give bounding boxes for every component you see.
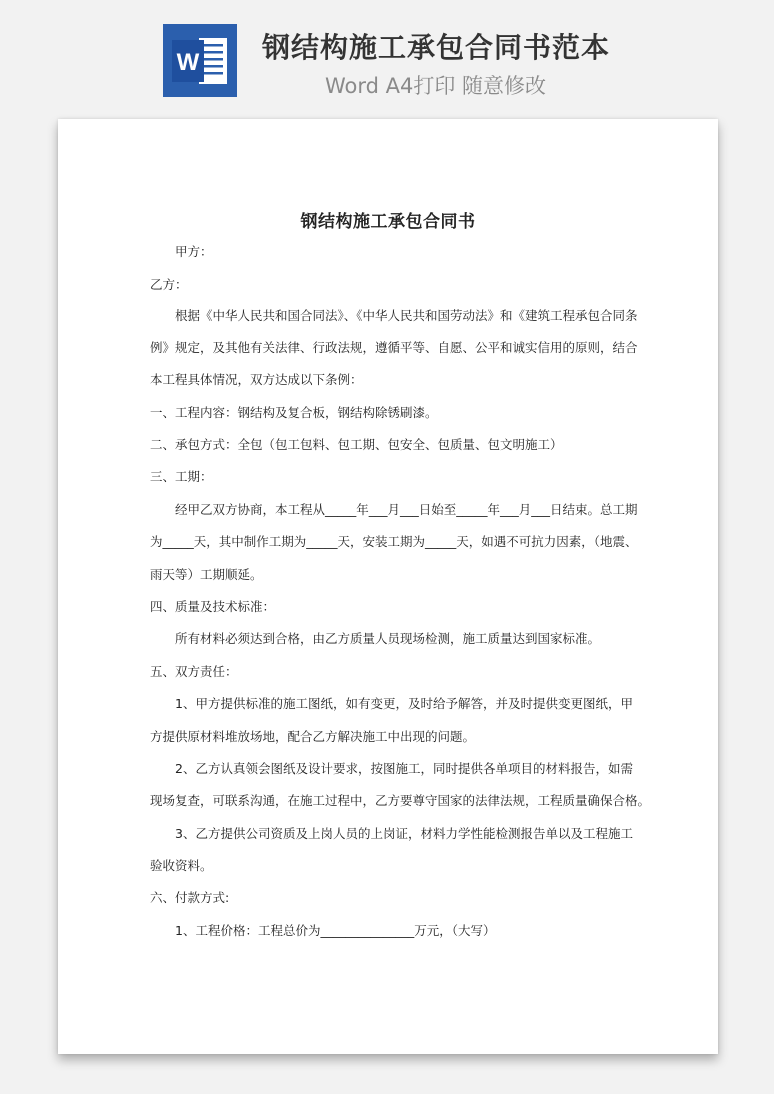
section-heading: 四、质量及技术标准： xyxy=(150,599,276,614)
paragraph-line: 为_____天，其中制作工期为_____天，安装工期为_____天，如遇不可抗力因素，（地震、 xyxy=(150,534,638,549)
party-b-line: 乙方： xyxy=(150,277,188,292)
paragraph-line: 根据《中华人民共和国合同法》、《中华人民共和国劳动法》和《建筑工程承包合同条 xyxy=(175,308,638,323)
document-title: 钢结构施工承包合同书 xyxy=(300,212,476,232)
paragraph-line: 所有材料必须达到合格，由乙方质量人员现场检测，施工质量达到国家标准。 xyxy=(175,631,601,646)
banner xyxy=(0,0,774,110)
banner-title: 钢结构施工承包合同书范本 xyxy=(262,31,611,64)
word-document-icon xyxy=(163,24,237,97)
paragraph-line: 3、乙方提供公司资质及上岗人员的上岗证，材料力学性能检测报告单以及工程施工 xyxy=(175,826,633,841)
paragraph-line: 本工程具体情况，双方达成以下条例： xyxy=(150,372,363,387)
section-heading: 三、工期： xyxy=(150,469,213,484)
paragraph-line: 经甲乙双方协商，本工程从_____年___月___日始至_____年___月___日结束。总工期 xyxy=(175,502,638,517)
paragraph-line: 现场复查，可联系沟通，在施工过程中，乙方要尊守国家的法律法规，工程质量确保合格。 xyxy=(150,793,651,808)
section-heading: 五、双方责任： xyxy=(150,664,238,679)
section-heading: 二、承包方式：全包（包工包料、包工期、包安全、包质量、包文明施工） xyxy=(150,437,563,452)
paragraph-line: 雨天等）工期顺延。 xyxy=(150,567,263,582)
paragraph-line: 1、工程价格：工程总价为_______________万元，（大写） xyxy=(175,923,496,938)
party-a-line: 甲方： xyxy=(175,244,213,259)
paragraph-line: 1、甲方提供标准的施工图纸，如有变更，及时给予解答，并及时提供变更图纸，甲 xyxy=(175,696,633,711)
document-page xyxy=(58,119,718,1054)
paragraph-line: 方提供原材料堆放场地，配合乙方解决施工中出现的问题。 xyxy=(150,729,476,744)
banner-subtitle: Word A4打印 随意修改 xyxy=(325,74,547,98)
paragraph-line: 2、乙方认真领会图纸及设计要求，按图施工，同时提供各单项目的材料报告，如需 xyxy=(175,761,633,776)
paragraph-line: 验收资料。 xyxy=(150,858,213,873)
word-icon-letter: W xyxy=(176,49,200,76)
section-heading: 一、工程内容：钢结构及复合板，钢结构除锈刷漆。 xyxy=(150,405,438,420)
section-heading: 六、付款方式: xyxy=(150,890,230,905)
paragraph-line: 例》规定，及其他有关法律、行政法规，遵循平等、自愿、公平和诚实信用的原则，结合 xyxy=(150,340,638,355)
